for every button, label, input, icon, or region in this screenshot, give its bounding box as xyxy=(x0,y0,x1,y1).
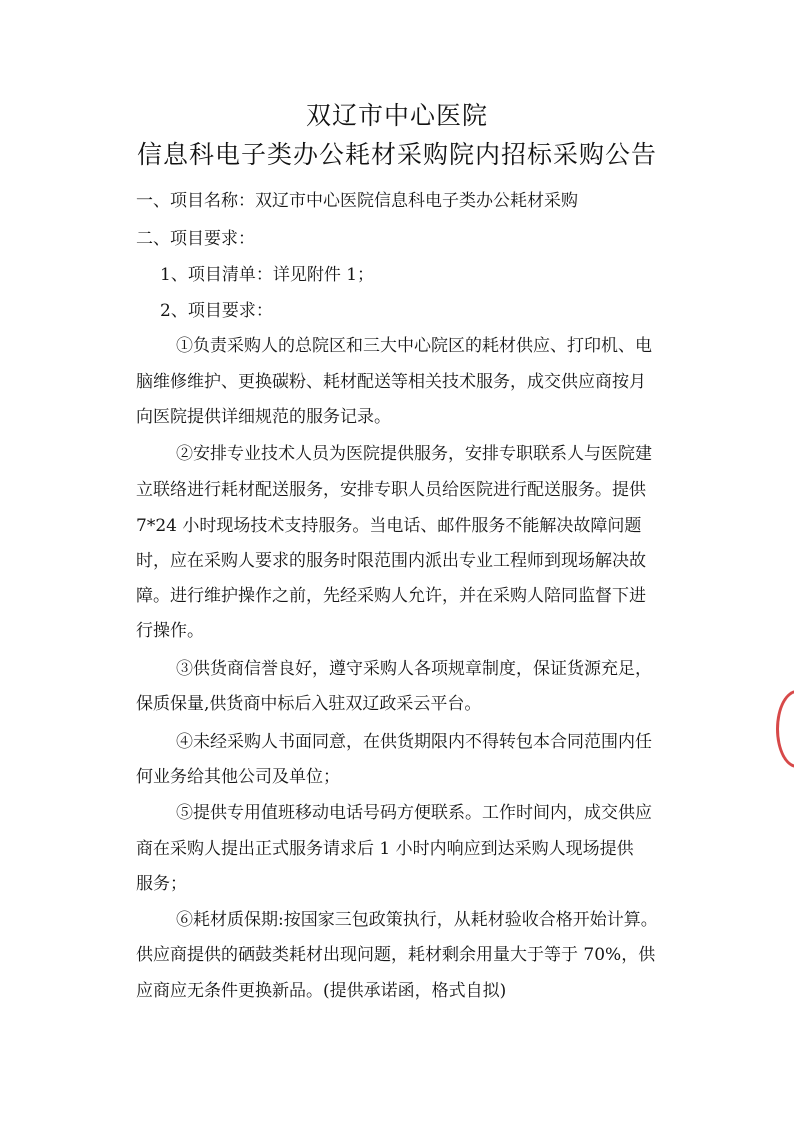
paragraph-6-line-2: 供应商提供的硒鼓类耗材出现问题，耗材剩余用量大于等于 70%，供 xyxy=(136,945,656,965)
paragraph-2-line-2: 立联络进行耗材配送服务，安排专职人员给医院进行配送服务。提供 xyxy=(136,480,646,500)
subsection-project-requirements: 2、项目要求： xyxy=(160,301,273,321)
paragraph-2-line-3: 7*24 小时现场技术支持服务。当电话、邮件服务不能解决故障问题 xyxy=(136,516,642,536)
subsection-project-list: 1、项目清单：详见附件 1； xyxy=(160,265,375,285)
document-title-announcement: 信息科电子类办公耗材采购院内招标采购公告 xyxy=(136,140,657,169)
paragraph-3-line-2: 保质保量,供货商中标后入驻双辽政采云平台。 xyxy=(136,694,482,714)
paragraph-1-line-3: 向医院提供详细规范的服务记录。 xyxy=(136,407,391,427)
paragraph-1-line-1: ①负责采购人的总院区和三大中心院区的耗材供应、打印机、电 xyxy=(176,336,652,356)
section-project-requirements: 二、项目要求： xyxy=(136,229,255,249)
document-title-hospital: 双辽市中心医院 xyxy=(305,101,488,130)
section-project-name: 一、项目名称：双辽市中心医院信息科电子类办公耗材采购 xyxy=(136,191,578,211)
paragraph-2-line-6: 行操作。 xyxy=(136,621,204,641)
paragraph-4-line-1: ④未经采购人书面同意，在供货期限内不得转包本合同范围内任 xyxy=(176,732,652,752)
paragraph-2-line-5: 障。进行维护操作之前，先经采购人允许，并在采购人陪同监督下进 xyxy=(136,586,646,606)
paragraph-4-line-2: 何业务给其他公司及单位； xyxy=(136,767,340,787)
red-seal-stamp-fragment xyxy=(776,690,794,768)
paragraph-6-line-3: 应商应无条件更换新品。(提供承诺函，格式自拟) xyxy=(136,981,507,1001)
paragraph-5-line-2: 商在采购人提出正式服务请求后 1 小时内响应到达采购人现场提供 xyxy=(136,839,634,859)
paragraph-2-line-4: 时，应在采购人要求的服务时限范围内派出专业工程师到现场解决故 xyxy=(136,551,646,571)
paragraph-6-line-1: ⑥耗材质保期:按国家三包政策执行，从耗材验收合格开始计算。 xyxy=(176,910,658,930)
paragraph-5-line-3: 服务； xyxy=(136,874,187,894)
paragraph-3-line-1: ③供货商信誉良好，遵守采购人各项规章制度，保证货源充足， xyxy=(176,659,652,679)
paragraph-5-line-1: ⑤提供专用值班移动电话号码方便联系。工作时间内，成交供应 xyxy=(176,803,652,823)
paragraph-1-line-2: 脑维修维护、更换碳粉、耗材配送等相关技术服务，成交供应商按月 xyxy=(136,372,646,392)
paragraph-2-line-1: ②安排专业技术人员为医院提供服务，安排专职联系人与医院建 xyxy=(176,444,652,464)
